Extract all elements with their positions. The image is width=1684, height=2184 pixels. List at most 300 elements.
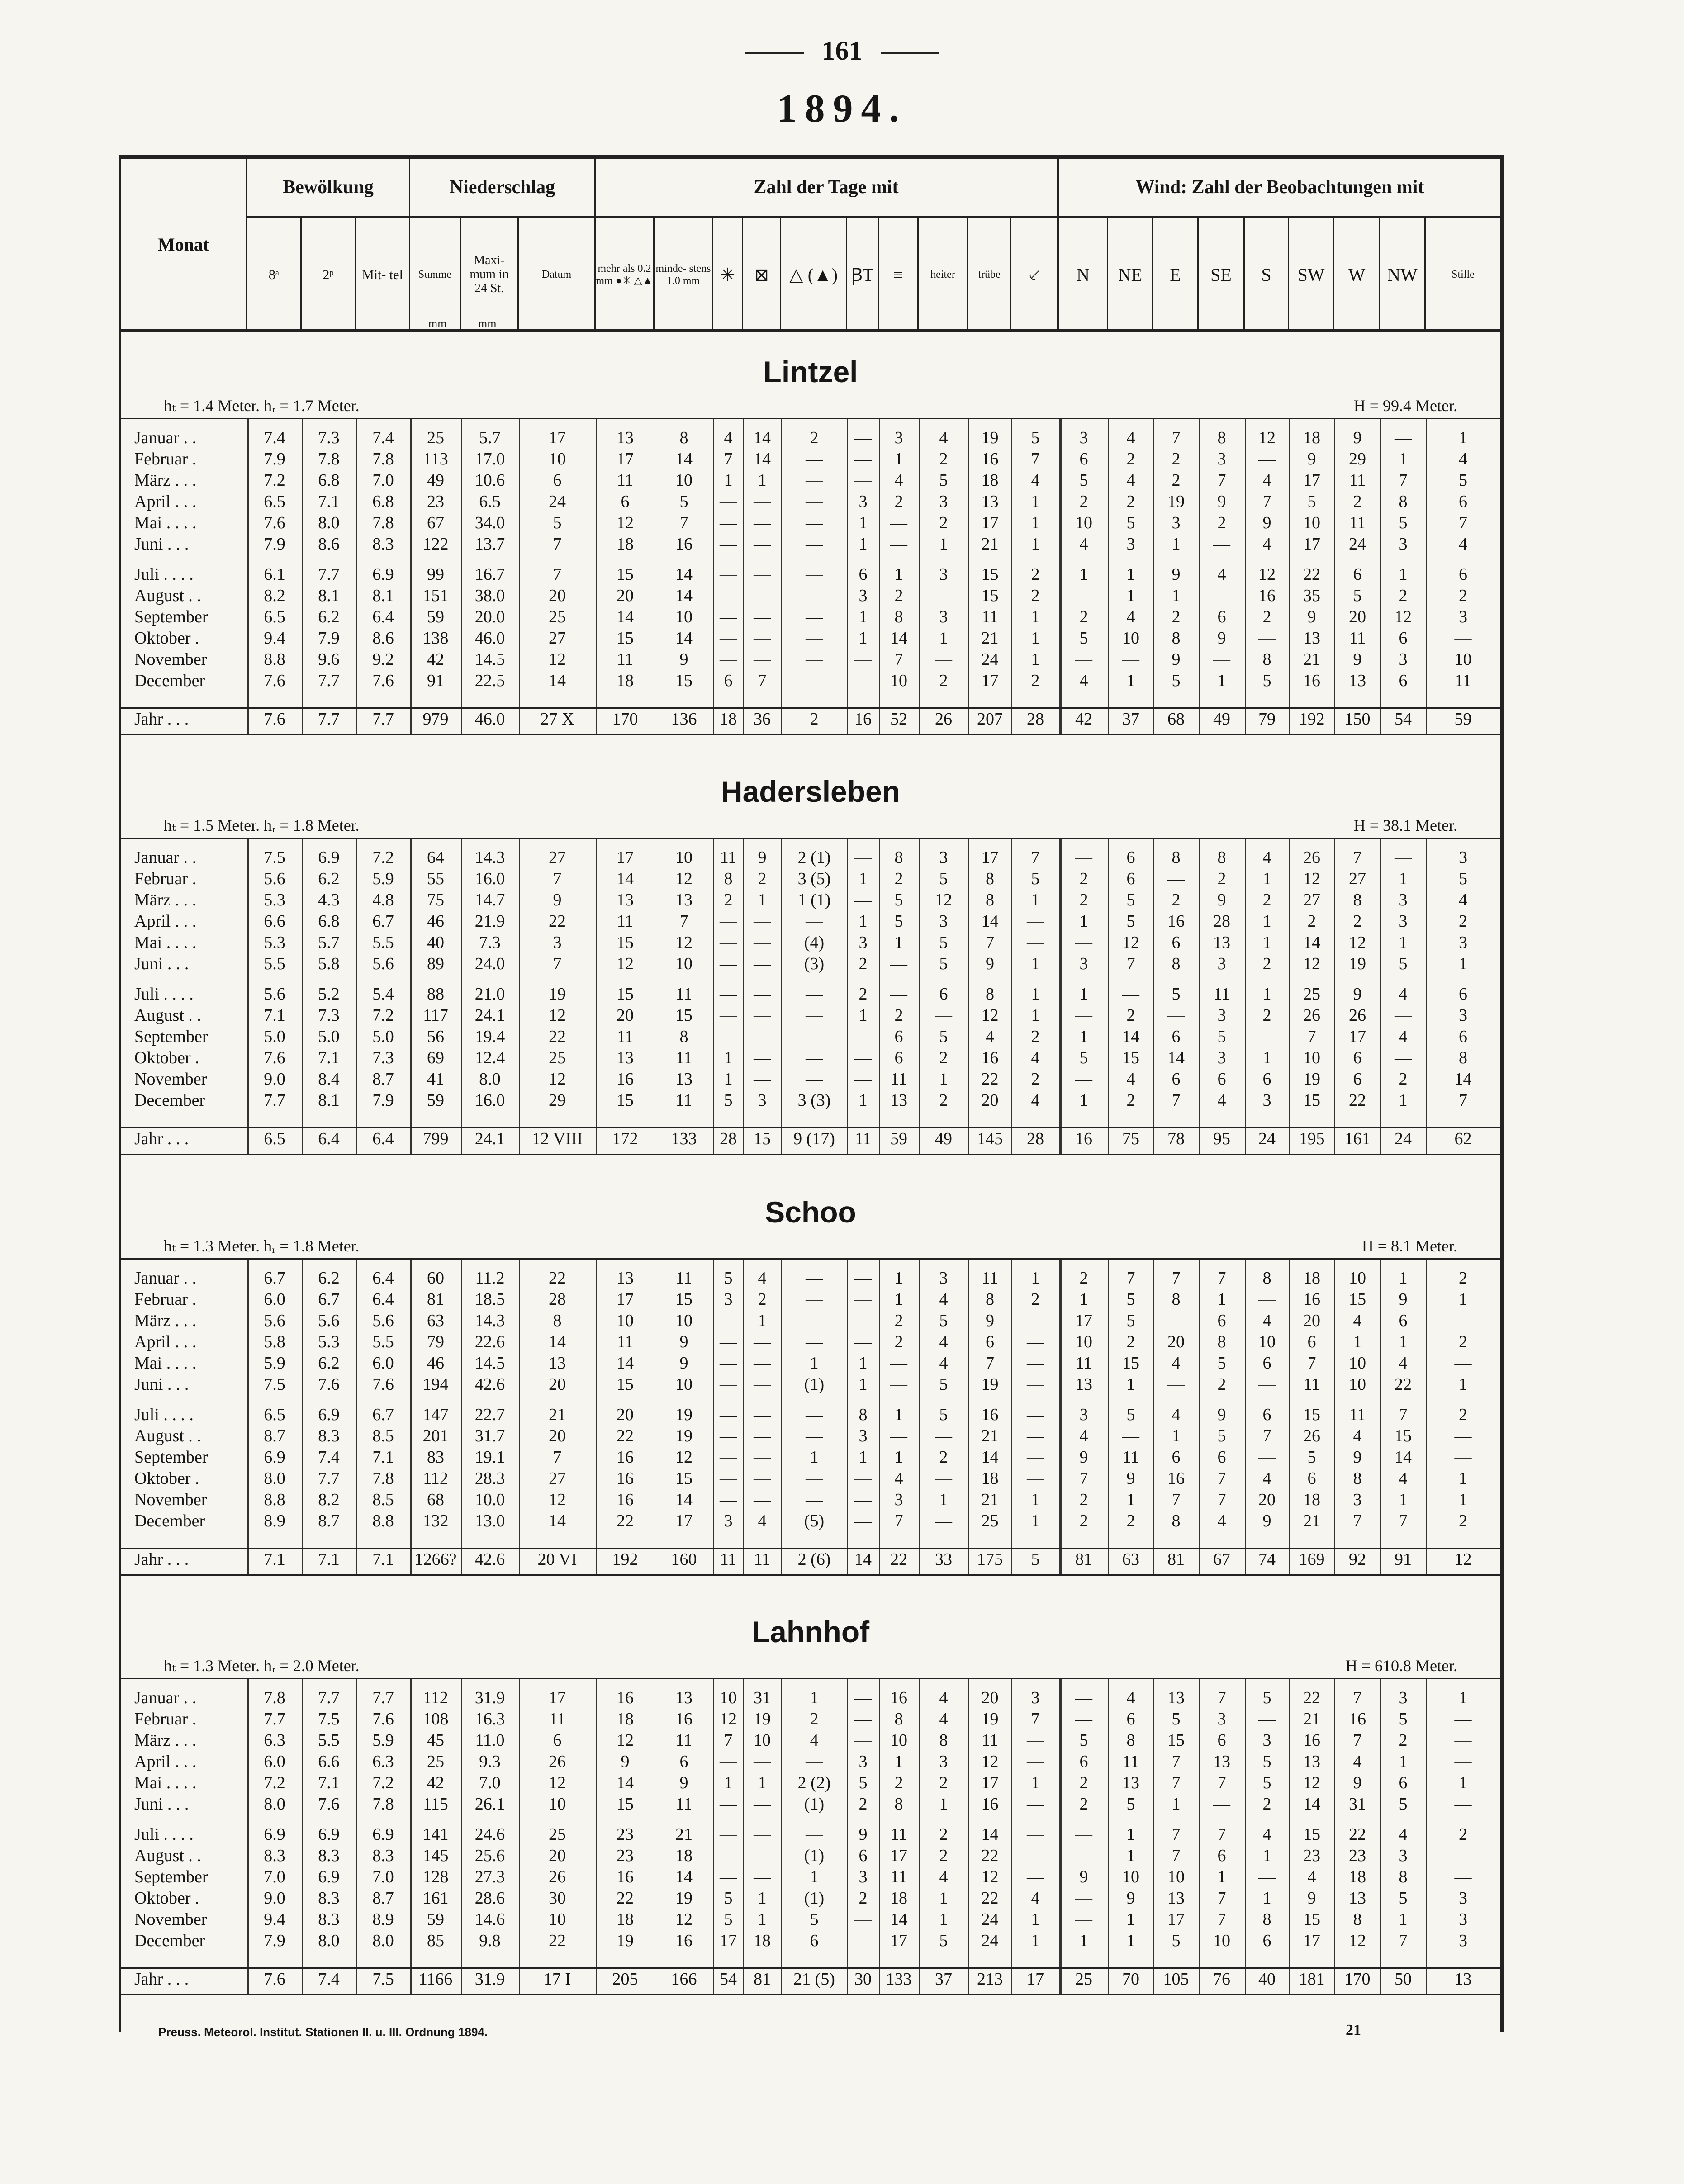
cell-datum: 14 <box>549 1332 566 1351</box>
cell-h8: 8.3 <box>264 1846 285 1865</box>
cell-stille: — <box>1454 1448 1472 1467</box>
cell-heiter: 3 <box>939 912 948 931</box>
col-header-NW: NW <box>1380 218 1426 332</box>
cell-NE: — <box>1122 1426 1139 1445</box>
cell-datum: 20 <box>549 1426 566 1445</box>
cell-sturm: 1 <box>1031 629 1040 648</box>
cell-heiter: 4 <box>939 1867 948 1886</box>
cell-stille: 2 <box>1459 912 1467 931</box>
cell-NE: 5 <box>1126 1795 1135 1814</box>
cell-sturm: 3 <box>1031 1688 1040 1707</box>
cell-E: 7 <box>1172 1269 1181 1288</box>
cell-heiter: 5 <box>939 933 948 952</box>
cell-W: 2 <box>1353 912 1362 931</box>
cell-heiter: 5 <box>939 869 948 888</box>
cell-W: 9 <box>1353 1773 1362 1792</box>
cell-maximum: 38.0 <box>474 586 505 605</box>
cell-nebel: 17 <box>890 1931 907 1950</box>
cell-hagel: 7 <box>758 671 767 690</box>
cell-heiter: 2 <box>939 450 948 469</box>
table-row <box>121 1730 1500 1751</box>
cell-S: 7 <box>1262 492 1271 511</box>
cell-heiter: — <box>935 650 952 669</box>
cell-mehr-als: 16 <box>617 1688 634 1707</box>
cell-heiter: 4 <box>939 1290 948 1309</box>
cell-gewitter: 2 <box>859 1795 868 1814</box>
cell-SW: 6 <box>1307 1469 1316 1488</box>
cell-nebel: 11 <box>890 1070 907 1089</box>
month-label: April . . . <box>134 1752 197 1771</box>
cell-graupel: — <box>806 565 823 584</box>
cell-mehr-als: 22 <box>617 1426 634 1445</box>
cell-nebel: 17 <box>890 1846 907 1865</box>
cell-E: 7 <box>1172 1091 1181 1110</box>
cell-NW: 91 <box>1395 1550 1412 1569</box>
cell-nebel: — <box>890 513 907 532</box>
cell-SE: 6 <box>1217 1846 1226 1865</box>
cell-E: — <box>1167 869 1185 888</box>
cell-nebel: 1 <box>894 450 903 469</box>
cell-SE: — <box>1213 1795 1230 1814</box>
cell-schnee: — <box>720 650 737 669</box>
cell-graupel: 1 <box>810 1448 819 1467</box>
cell-nebel: 10 <box>890 1731 907 1750</box>
cell-h8: 7.8 <box>264 1688 285 1707</box>
cell-sturm: 1 <box>1031 513 1040 532</box>
cell-truebe: 18 <box>981 1469 999 1488</box>
cell-SE: 7 <box>1217 1688 1226 1707</box>
cell-S: — <box>1258 450 1276 469</box>
cell-datum: 11 <box>549 1710 566 1729</box>
month-label: Juli . . . . <box>134 1825 194 1844</box>
cell-h8: 8.2 <box>264 586 285 605</box>
cell-summe: 88 <box>427 985 444 1004</box>
cell-mittel: 6.4 <box>372 607 394 626</box>
cell-mindestens: 10 <box>675 607 693 626</box>
cell-heiter: 5 <box>939 1931 948 1950</box>
cell-maximum: 22.6 <box>474 1332 505 1351</box>
cell-S: 4 <box>1262 1825 1271 1844</box>
cell-stille: 1 <box>1459 1290 1467 1309</box>
cell-schnee: — <box>720 586 737 605</box>
cell-stille: — <box>1454 1731 1472 1750</box>
cell-W: 27 <box>1349 869 1366 888</box>
station-table <box>121 1678 1500 1995</box>
cell-hagel: — <box>754 650 771 669</box>
cell-sturm: 2 <box>1031 671 1040 690</box>
cell-mittel: 8.7 <box>372 1889 394 1908</box>
cell-mindestens: 6 <box>679 1752 688 1771</box>
cell-h8: 7.6 <box>264 1970 285 1989</box>
cell-datum: 7 <box>553 1448 562 1467</box>
cell-NE: 6 <box>1126 869 1135 888</box>
cell-W: 10 <box>1349 1354 1366 1373</box>
cell-mindestens: 10 <box>675 471 693 490</box>
cell-datum: 14 <box>549 1511 566 1530</box>
cell-sturm: — <box>1027 1795 1044 1814</box>
cell-SE: 9 <box>1217 492 1226 511</box>
cell-graupel: — <box>806 586 823 605</box>
cell-h2: 6.4 <box>318 1129 340 1148</box>
cell-SW: 6 <box>1307 1332 1316 1351</box>
cell-gewitter: — <box>854 1710 872 1729</box>
cell-schnee: — <box>720 1490 737 1509</box>
cell-graupel: — <box>806 1269 823 1288</box>
cell-stille: 1 <box>1459 1469 1467 1488</box>
cell-schnee: — <box>720 1825 737 1844</box>
cell-summe: 49 <box>427 471 444 490</box>
cell-schnee: 11 <box>720 1550 737 1569</box>
cell-maximum: 31.9 <box>474 1688 505 1707</box>
cell-h2: 7.7 <box>318 671 340 690</box>
cell-truebe: 7 <box>986 1354 994 1373</box>
table-row <box>121 1751 1500 1772</box>
month-label: April . . . <box>134 912 197 931</box>
cell-mindestens: 9 <box>679 650 688 669</box>
cell-NW: — <box>1395 428 1412 447</box>
cell-mittel: 8.7 <box>372 1070 394 1089</box>
table-row <box>121 1005 1500 1026</box>
cell-maximum: 26.1 <box>474 1795 505 1814</box>
cell-N: 7 <box>1079 1469 1088 1488</box>
cell-heiter: 1 <box>939 629 948 648</box>
cell-mittel: 6.4 <box>372 1290 394 1309</box>
month-label: Oktober . <box>134 629 199 648</box>
cell-graupel: — <box>806 912 823 931</box>
cell-stille: 7 <box>1459 1091 1467 1110</box>
cell-hagel: — <box>754 1070 771 1089</box>
cell-datum: 5 <box>553 513 562 532</box>
cell-h2: 6.9 <box>318 1867 340 1886</box>
cell-SE: 6 <box>1217 607 1226 626</box>
cell-schnee: — <box>720 954 737 973</box>
cell-datum: 30 <box>549 1889 566 1908</box>
cell-maximum: 22.5 <box>474 671 505 690</box>
cell-truebe: 7 <box>986 933 994 952</box>
station-table <box>121 838 1500 1155</box>
cell-SW: 16 <box>1303 671 1320 690</box>
cell-N: 5 <box>1079 1048 1088 1067</box>
cell-truebe: 16 <box>981 1405 999 1424</box>
cell-heiter: 1 <box>939 1795 948 1814</box>
cell-datum: 17 I <box>543 1970 571 1989</box>
cell-truebe: 8 <box>986 891 994 910</box>
cell-stille: 4 <box>1459 891 1467 910</box>
cell-mehr-als: 13 <box>617 891 634 910</box>
month-label: November <box>134 1910 207 1929</box>
cell-mehr-als: 18 <box>617 1710 634 1729</box>
cell-h8: 5.8 <box>264 1332 285 1351</box>
cell-mehr-als: 12 <box>617 1731 634 1750</box>
cell-h8: 8.9 <box>264 1511 285 1530</box>
table-row <box>121 1468 1500 1489</box>
table-row <box>121 427 1500 449</box>
cell-maximum: 24.1 <box>474 1129 505 1148</box>
cell-SE: 7 <box>1217 1773 1226 1792</box>
cell-sturm: — <box>1027 1354 1044 1373</box>
cell-S: 5 <box>1262 1773 1271 1792</box>
cell-mindestens: 13 <box>675 1688 693 1707</box>
cell-heiter: 6 <box>939 985 948 1004</box>
header-wind: Wind: Zahl der Beobachtungen mit <box>1059 159 1500 218</box>
cell-nebel: 11 <box>890 1867 907 1886</box>
cell-summe: 112 <box>423 1469 448 1488</box>
cell-S: — <box>1258 1375 1276 1394</box>
cell-N: 5 <box>1079 471 1088 490</box>
cell-summe: 42 <box>427 1773 444 1792</box>
cell-summe: 56 <box>427 1027 444 1046</box>
cell-nebel: 1 <box>894 1405 903 1424</box>
table-row <box>121 470 1500 491</box>
footer-publisher: Preuss. Meteorol. Institut. Stationen II. u. III. Ordnung 1894. <box>158 2025 488 2039</box>
cell-N: 1 <box>1079 565 1088 584</box>
cell-mindestens: 16 <box>675 535 693 554</box>
cell-nebel: 8 <box>894 607 903 626</box>
cell-maximum: 16.7 <box>474 565 505 584</box>
cell-W: 10 <box>1349 1375 1366 1394</box>
cell-SW: 14 <box>1303 933 1320 952</box>
cell-h8: 8.0 <box>264 1795 285 1814</box>
cell-NE: 15 <box>1122 1354 1139 1373</box>
cell-h8: 6.5 <box>264 607 285 626</box>
cell-mittel: 7.6 <box>372 1375 394 1394</box>
cell-NE: 6 <box>1126 848 1135 867</box>
table-row <box>121 606 1500 628</box>
cell-E: 1 <box>1172 535 1181 554</box>
cell-nebel: 8 <box>894 848 903 867</box>
cell-heiter: 5 <box>939 1375 948 1394</box>
cell-S: 6 <box>1262 1354 1271 1373</box>
cell-truebe: 14 <box>981 912 999 931</box>
cell-truebe: 213 <box>977 1970 1003 1989</box>
table-row <box>121 1404 1500 1426</box>
cell-h2: 6.9 <box>318 1825 340 1844</box>
cell-h2: 6.2 <box>318 1269 340 1288</box>
cell-E: 9 <box>1172 650 1181 669</box>
cell-truebe: 25 <box>981 1511 999 1530</box>
header-zahl-der-tage: Zahl der Tage mit <box>596 159 1059 218</box>
cell-NW: 1 <box>1399 1752 1408 1771</box>
month-label: Februar . <box>134 450 197 469</box>
cell-hagel: 11 <box>754 1550 771 1569</box>
cell-h8: 6.6 <box>264 912 285 931</box>
cell-mindestens: 17 <box>675 1511 693 1530</box>
cell-E: 7 <box>1172 1490 1181 1509</box>
cell-mindestens: 13 <box>675 1070 693 1089</box>
cell-mittel: 8.3 <box>372 1846 394 1865</box>
cell-nebel: 1 <box>894 565 903 584</box>
col-header-summe: Summe <box>410 218 461 332</box>
cell-mindestens: 13 <box>675 891 693 910</box>
cell-mehr-als: 11 <box>617 912 634 931</box>
cell-E: 6 <box>1172 933 1181 952</box>
cell-W: 11 <box>1349 629 1366 648</box>
cell-heiter: 4 <box>939 1332 948 1351</box>
cell-hagel: 3 <box>758 1091 767 1110</box>
cell-datum: 25 <box>549 1048 566 1067</box>
cell-S: 9 <box>1262 513 1271 532</box>
cell-gewitter: — <box>854 848 872 867</box>
cell-h8: 7.5 <box>264 1375 285 1394</box>
cell-stille: 3 <box>1459 1889 1467 1908</box>
table-row <box>121 1687 1500 1709</box>
cell-graupel: — <box>806 1752 823 1771</box>
cell-mindestens: 166 <box>671 1970 697 1989</box>
cell-SE: 4 <box>1217 1091 1226 1110</box>
cell-heiter: 3 <box>939 565 948 584</box>
cell-N: 1 <box>1079 985 1088 1004</box>
month-label: Juli . . . . <box>134 565 194 584</box>
cell-N: 2 <box>1079 891 1088 910</box>
cell-nebel: 5 <box>894 912 903 931</box>
month-label: November <box>134 1070 207 1089</box>
cell-schnee: 5 <box>724 1091 733 1110</box>
header-monat: Monat <box>121 159 247 332</box>
cell-W: 10 <box>1349 1269 1366 1288</box>
table-row <box>121 1069 1500 1090</box>
cell-hagel: 10 <box>754 1731 771 1750</box>
cell-S: 6 <box>1262 1070 1271 1089</box>
cell-SE: 28 <box>1213 912 1230 931</box>
cell-schnee: 3 <box>724 1290 733 1309</box>
cell-mindestens: 19 <box>675 1405 693 1424</box>
cell-W: 15 <box>1349 1290 1366 1309</box>
cell-N: 4 <box>1079 1426 1088 1445</box>
cell-graupel: — <box>806 1290 823 1309</box>
cell-nebel: 59 <box>890 1129 907 1148</box>
cell-h2: 6.6 <box>318 1752 340 1771</box>
cell-N: 2 <box>1079 1773 1088 1792</box>
cell-truebe: 22 <box>981 1889 999 1908</box>
table-row <box>121 1353 1500 1374</box>
cell-S: 8 <box>1262 1269 1271 1288</box>
cell-hagel: — <box>754 1490 771 1509</box>
cell-h8: 6.0 <box>264 1290 285 1309</box>
cell-graupel: (1) <box>804 1795 825 1814</box>
cell-mehr-als: 22 <box>617 1511 634 1530</box>
cell-mindestens: 15 <box>675 1006 693 1025</box>
cell-maximum: 31.9 <box>474 1970 505 1989</box>
month-label: August . . <box>134 1846 201 1865</box>
cell-nebel: 16 <box>890 1688 907 1707</box>
cell-gewitter: — <box>854 1490 872 1509</box>
cell-summe: 64 <box>427 848 444 867</box>
cell-SE: 3 <box>1217 1006 1226 1025</box>
cell-mindestens: 18 <box>675 1846 693 1865</box>
cell-truebe: 17 <box>981 1773 999 1792</box>
cell-N: 11 <box>1075 1354 1092 1373</box>
cell-SE: 49 <box>1213 710 1230 729</box>
cell-SE: 6 <box>1217 1070 1226 1089</box>
cell-h8: 5.3 <box>264 933 285 952</box>
cell-mittel: 7.2 <box>372 1006 394 1025</box>
cell-N: — <box>1075 1006 1092 1025</box>
cell-hagel: 36 <box>754 710 771 729</box>
cell-mehr-als: 14 <box>617 1354 634 1373</box>
cell-schnee: — <box>720 1006 737 1025</box>
cell-summe: 799 <box>422 1129 449 1148</box>
cell-NW: 9 <box>1399 1290 1408 1309</box>
cell-SW: 21 <box>1303 1710 1320 1729</box>
cell-summe: 40 <box>427 933 444 952</box>
cell-summe: 25 <box>427 428 444 447</box>
cell-S: 7 <box>1262 1426 1271 1445</box>
cell-mehr-als: 20 <box>617 1405 634 1424</box>
month-label: Juni . . . <box>134 1375 189 1394</box>
cell-W: 11 <box>1349 1405 1366 1424</box>
cell-W: 12 <box>1349 933 1366 952</box>
cell-hagel: — <box>754 1027 771 1046</box>
cell-stille: 4 <box>1459 535 1467 554</box>
cell-NW: 1 <box>1399 565 1408 584</box>
cell-maximum: 34.0 <box>474 513 505 532</box>
cell-heiter: — <box>935 1511 952 1530</box>
cell-W: 11 <box>1349 513 1366 532</box>
cell-datum: 12 VIII <box>531 1129 583 1148</box>
cell-NE: 1 <box>1126 586 1135 605</box>
cell-hagel: — <box>754 1846 771 1865</box>
cell-hagel: — <box>754 1448 771 1467</box>
cell-h2: 7.1 <box>318 1550 340 1569</box>
cell-S: 9 <box>1262 1511 1271 1530</box>
table-row <box>121 512 1500 534</box>
cell-W: 22 <box>1349 1091 1366 1110</box>
cell-hagel: 18 <box>754 1931 771 1950</box>
cell-SW: 26 <box>1303 848 1320 867</box>
cell-gewitter: 30 <box>854 1970 872 1989</box>
cell-stille: 3 <box>1459 848 1467 867</box>
cell-summe: 122 <box>422 535 449 554</box>
cell-gewitter: 1 <box>859 513 868 532</box>
col-header-stille: Stille <box>1452 269 1475 281</box>
month-label: Jahr . . . <box>134 710 189 729</box>
cell-gewitter: 1 <box>859 629 868 648</box>
cell-stille: 2 <box>1459 1269 1467 1288</box>
cell-W: 13 <box>1349 1889 1366 1908</box>
cell-schnee: — <box>720 1375 737 1394</box>
cell-datum: 17 <box>549 428 566 447</box>
cell-summe: 68 <box>427 1490 444 1509</box>
cell-gewitter: 1 <box>859 1375 868 1394</box>
cell-h2: 6.8 <box>318 471 340 490</box>
cell-h2: 5.0 <box>318 1027 340 1046</box>
cell-mindestens: 11 <box>675 1731 693 1750</box>
cell-truebe: 16 <box>981 1048 999 1067</box>
cell-stille: 3 <box>1459 607 1467 626</box>
cell-h8: 5.6 <box>264 985 285 1004</box>
cell-N: 9 <box>1079 1448 1088 1467</box>
cell-mindestens: 9 <box>679 1332 688 1351</box>
cell-truebe: 175 <box>977 1550 1003 1569</box>
cell-truebe: 145 <box>977 1129 1003 1148</box>
cell-stille: 1 <box>1459 1375 1467 1394</box>
cell-h8: 8.7 <box>264 1426 285 1445</box>
cell-N: 3 <box>1079 954 1088 973</box>
cell-h8: 6.5 <box>264 492 285 511</box>
cell-mehr-als: 20 <box>617 586 634 605</box>
cell-heiter: 4 <box>939 1354 948 1373</box>
cell-summe: 1166 <box>418 1970 453 1989</box>
cell-h2: 7.6 <box>318 1795 340 1814</box>
cell-W: 13 <box>1349 671 1366 690</box>
cell-NE: 1 <box>1126 1375 1135 1394</box>
cell-sturm: 17 <box>1027 1970 1044 1989</box>
cell-E: 2 <box>1172 450 1181 469</box>
cell-N: 4 <box>1079 671 1088 690</box>
cell-heiter: 1 <box>939 535 948 554</box>
cell-mindestens: 11 <box>675 985 693 1004</box>
cell-h2: 8.0 <box>318 1931 340 1950</box>
